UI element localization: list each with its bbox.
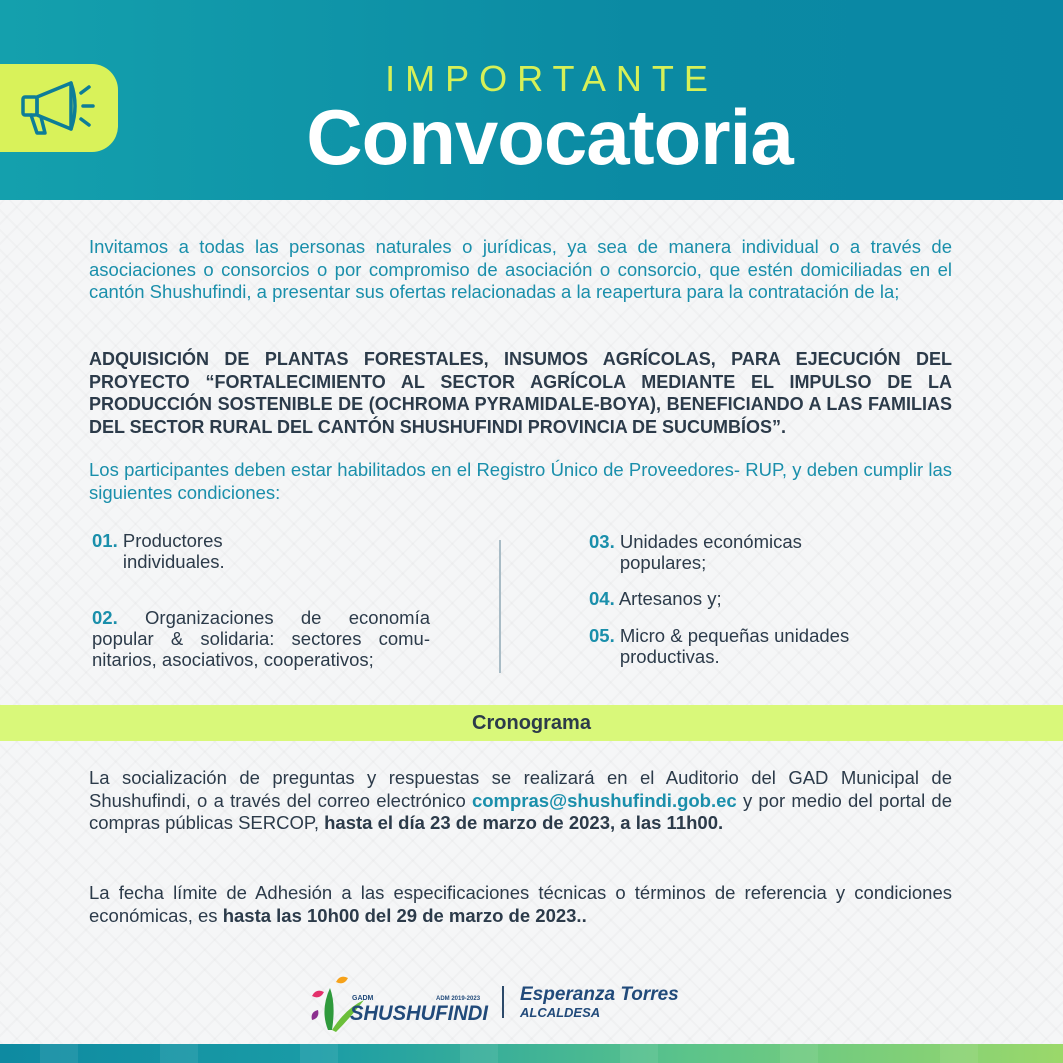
- stripe-tile: [300, 1044, 338, 1063]
- deadline-text: hasta el día 23 de marzo de 2023, a las 11h00.: [324, 812, 724, 833]
- condition-text: Unidades económicas populares;: [619, 531, 802, 573]
- condition-number: 03.: [589, 531, 615, 552]
- stripe-tile: [40, 1044, 78, 1063]
- cronograma-paragraph-2: [89, 882, 952, 927]
- condition-item: [589, 531, 929, 573]
- condition-item: [589, 588, 929, 609]
- logo-small-text: GADM: [352, 995, 374, 1002]
- condition-text: Artesanos y;: [618, 588, 722, 609]
- logo-text: SHUSHUFINDI: [350, 1002, 490, 1025]
- page-title: Convocatoria: [306, 93, 793, 181]
- condition-number: 05.: [589, 625, 615, 646]
- condition-item: [92, 530, 430, 572]
- logo-separator: [502, 986, 504, 1018]
- logo-adm-text: ADM 2019-2023: [436, 996, 481, 1002]
- text-segment: La socialización de preguntas y respuestas se realizará en el Auditorio del GAD Municipal de Shushufindi, o a través del correo electrónico: [89, 767, 952, 811]
- mayor-role: ALCALDESA: [520, 1005, 601, 1020]
- stripe-tile: [940, 1044, 978, 1063]
- condition-text: Micro & pequeñas unidades productivas.: [619, 625, 850, 667]
- requirements-intro: Los participantes deben estar habilitados en el Registro Único de Proveedores- RUP, y deben cumplir las siguientes condiciones:: [89, 459, 952, 503]
- condition-text: Organizaciones de economía popular & solidaria: sectores comu-nitarios, asociativos, cooperativos;: [92, 607, 430, 670]
- intro-paragraph: Invitamos a todas las personas naturales o jurídicas, ya sea de manera individual o a través de asociaciones o consorcios o por compromiso de asociación o consorcio, que estén domiciliadas en el cantón Shushufindi, a presentar sus ofertas relacionadas a la reapertura para la contratación de la;: [89, 236, 952, 302]
- text-segment: La fecha límite de Adhesión a las especificaciones técnicas o términos de referencia y condiciones económicas, es: [89, 882, 952, 926]
- condition-number: 02.: [92, 607, 118, 628]
- condition-number: 04.: [589, 588, 615, 609]
- shushufindi-logo: [306, 970, 496, 1040]
- condition-item: [92, 607, 430, 670]
- text-segment: y por medio del portal de compras públicas SERCOP,: [89, 789, 952, 833]
- condition-number: 01.: [92, 530, 118, 551]
- header-band: [0, 0, 1063, 200]
- deadline-text: hasta las 10h00 del 29 de marzo de 2023..: [222, 904, 587, 926]
- mayor-name: Esperanza Torres: [520, 984, 679, 1005]
- kicker-text: IMPORTANTE: [385, 58, 718, 99]
- bottom-stripe: [0, 1044, 1063, 1063]
- stripe-tile: [460, 1044, 498, 1063]
- project-title: ADQUISICIÓN DE PLANTAS FORESTALES, INSUMOS AGRÍCOLAS, PARA EJECUCIÓN DEL PROYECTO “FORTALECIMIENTO AL SECTOR AGRÍCOLA MEDIANTE EL IMPULSO DE LA PRODUCCIÓN SOSTENIBLE DE (OCHROMA PYRAMIDALE-BOYA), BENEFICIANDO A LAS FAMILIAS DEL SECTOR RURAL DEL CANTÓN SHUSHUFINDI PROVINCIA DE SUCUMBÍOS”.: [89, 349, 952, 437]
- stripe-tile: [620, 1044, 658, 1063]
- column-divider: [499, 540, 501, 673]
- email-link[interactable]: compras@shushufindi.gob.ec: [471, 789, 737, 811]
- stripe-tile: [780, 1044, 818, 1063]
- cronograma-paragraph-1: [89, 767, 952, 835]
- cronograma-heading: Cronograma: [0, 705, 1063, 741]
- stripe-tile: [160, 1044, 198, 1063]
- condition-item: [589, 625, 929, 667]
- condition-text: Productores individuales.: [122, 530, 225, 572]
